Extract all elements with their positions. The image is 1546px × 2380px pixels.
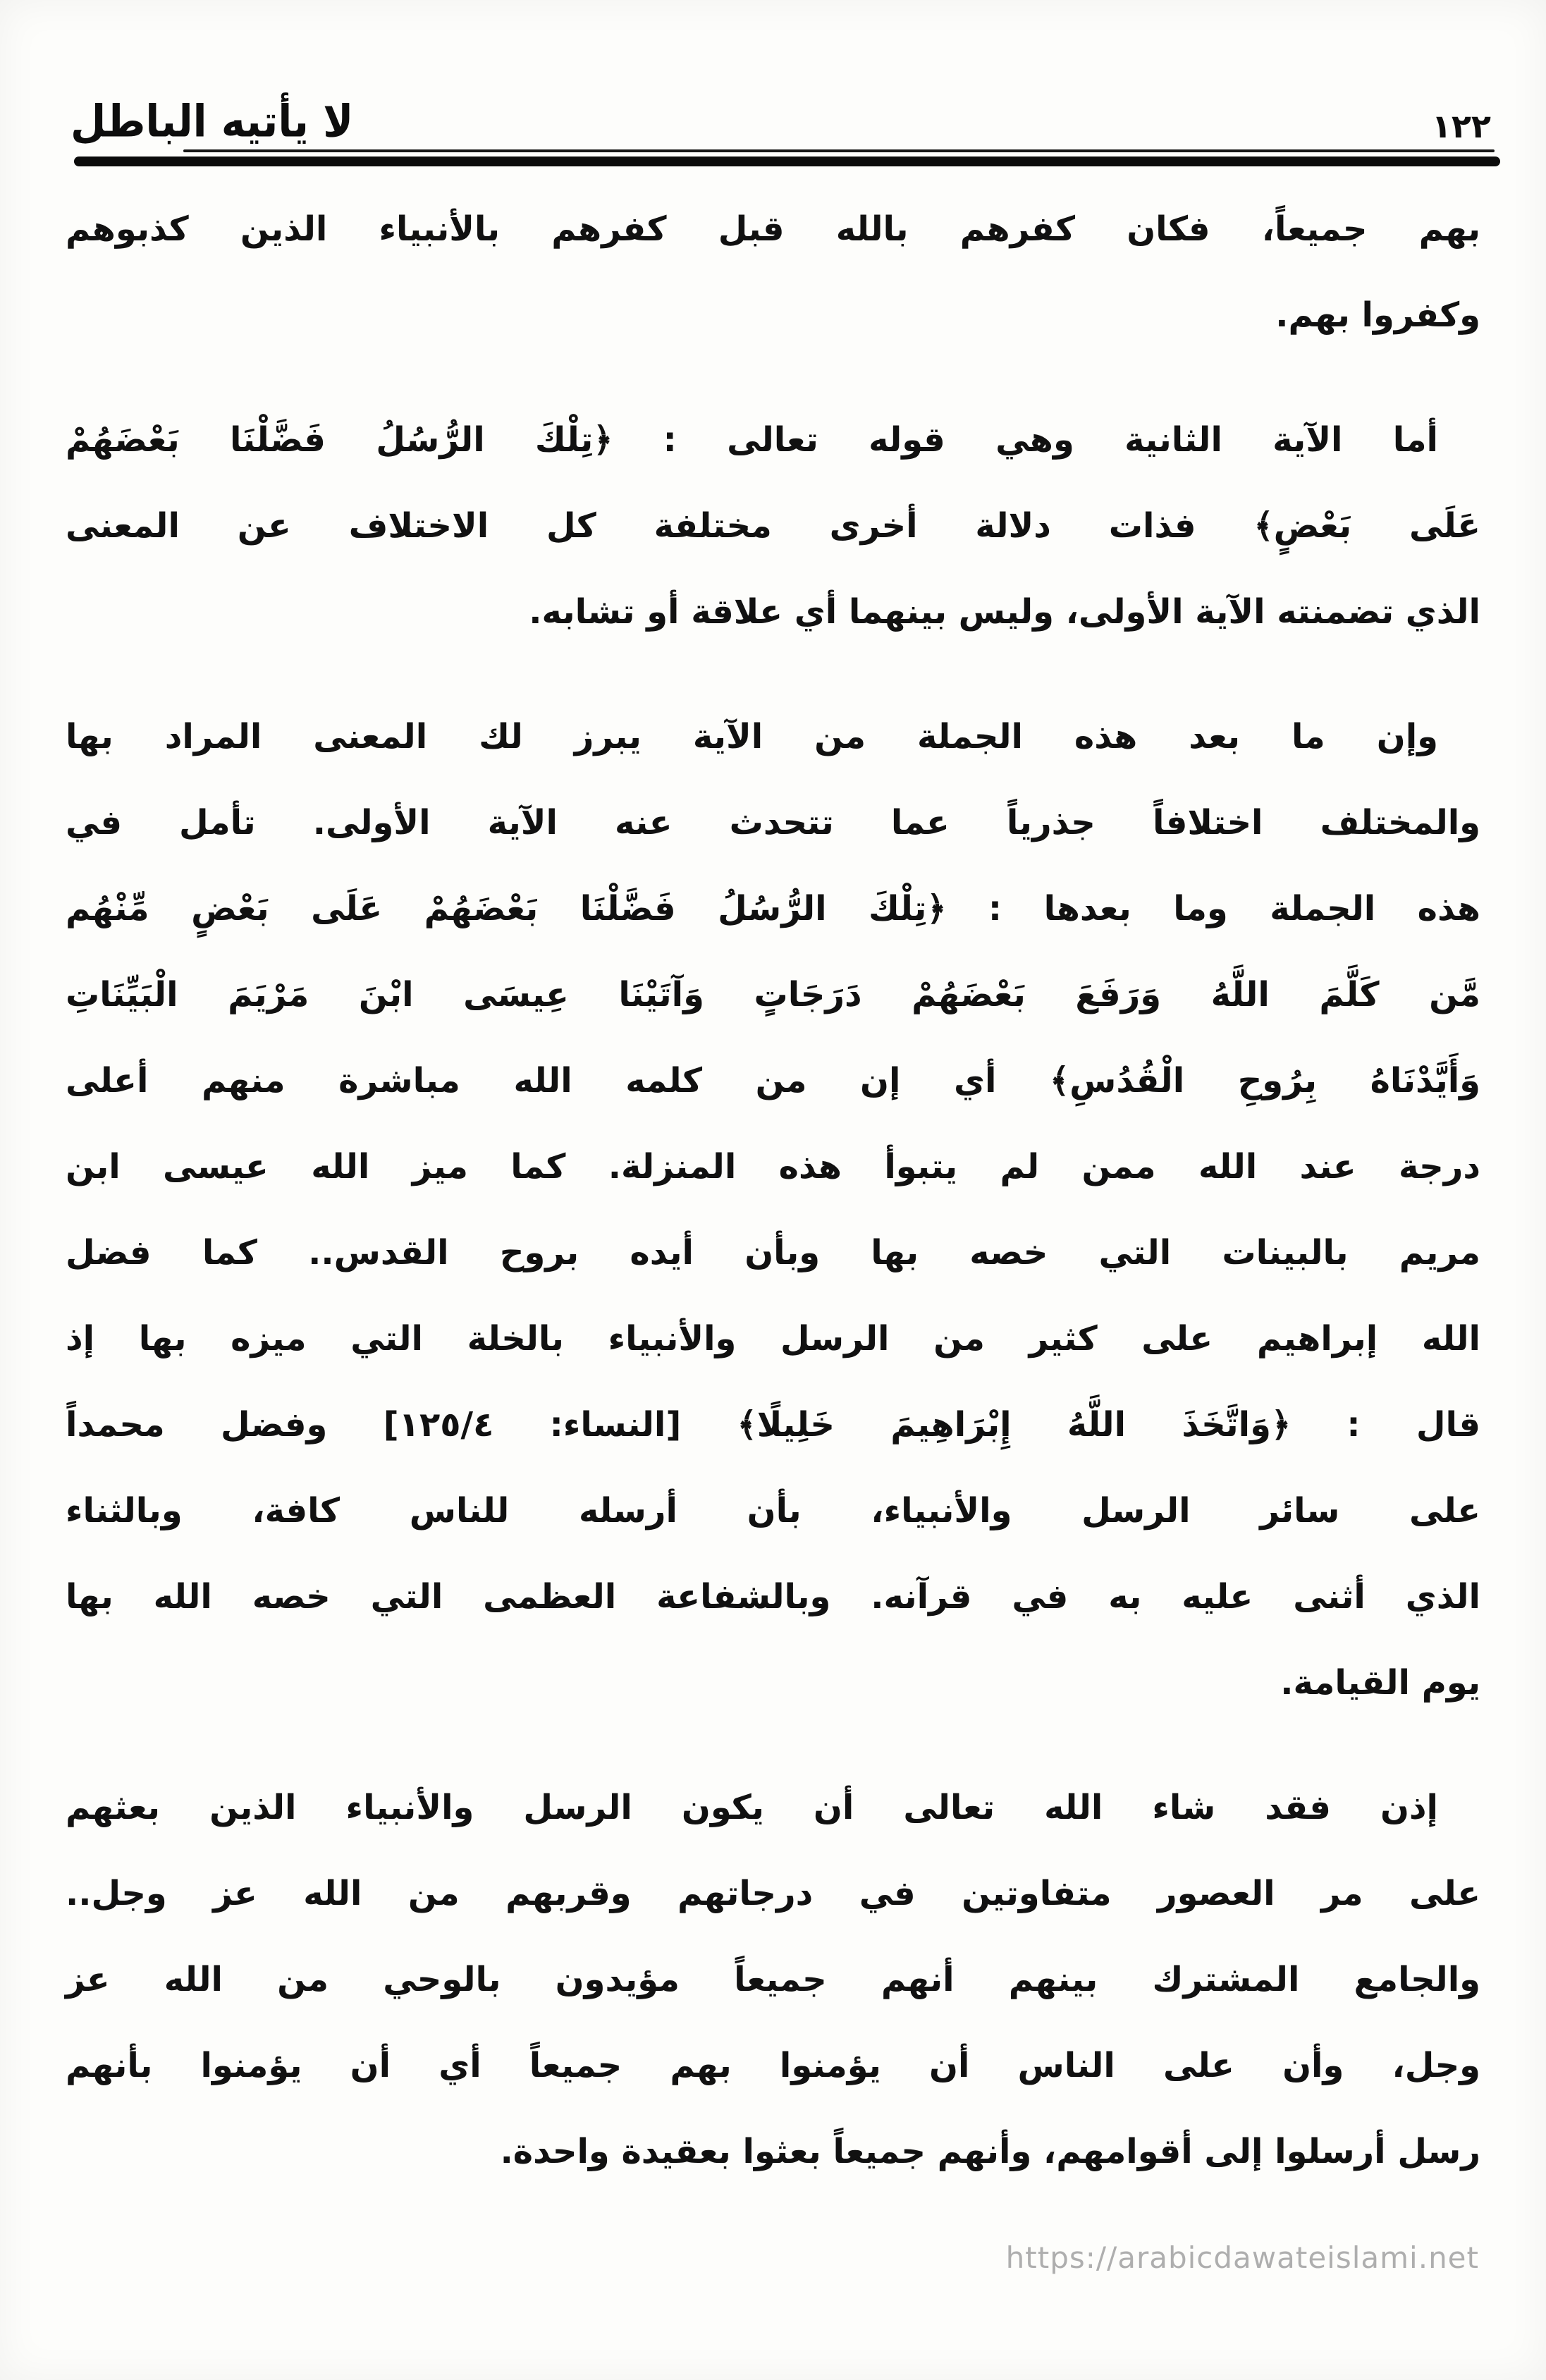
- body-text: [0, 168, 1546, 2195]
- text-line: أما الآية الثانية وهي قوله تعالى : ﴿تِلْكَ الرُّسُلُ فَضَّلْنَا بَعْضَهُمْ: [66, 420, 1438, 460]
- text-line: مريم بالبينات التي خصه بها وبأن أيده بروح القدس.. كما فضل: [66, 1233, 1480, 1272]
- text-line: بهم جميعاً، فكان كفرهم بالله قبل كفرهم بالأنبياء الذين كذبوهم: [66, 209, 1480, 249]
- text-line: إذن فقد شاء الله تعالى أن يكون الرسل والأنبياء الذين بعثهم: [66, 1788, 1438, 1827]
- page-number: ١٢٢: [1431, 107, 1491, 145]
- text-line: والمختلف اختلافاً جذرياً عما تتحدث عنه الآية الأولى. تأمل في: [66, 803, 1480, 842]
- page-header: [0, 0, 1546, 145]
- header-rule-thick: [74, 157, 1500, 166]
- text-line: عَلَى بَعْضٍ﴾ فذات دلالة أخرى مختلفة كل الاختلاف عن المعنى: [66, 506, 1480, 546]
- watermark-url: https://arabicdawateislami.net: [1005, 2240, 1479, 2275]
- quran-verse-line: قال : ﴿وَاتَّخَذَ اللَّهُ إِبْرَاهِيمَ خَلِيلًا﴾ [النساء: ١٢٥/٤] وفضل محمداً: [66, 1405, 1481, 1444]
- paragraph: [66, 186, 1480, 358]
- paragraph: [66, 694, 1480, 1726]
- paragraph: [66, 397, 1480, 655]
- header-rule-thin: [183, 149, 1495, 152]
- text-line: على سائر الرسل والأنبياء، بأن أرسله للناس كافة، وبالثناء: [66, 1491, 1480, 1531]
- text-line: وكفروا بهم.: [1275, 295, 1480, 335]
- text-line: الذي تضمنته الآية الأولى، وليس بينهما أي علاقة أو تشابه.: [529, 592, 1480, 632]
- text-line: على مر العصور متفاوتين في درجاتهم وقربهم من الله عز وجل..: [66, 1874, 1480, 1913]
- quran-verse-line: مَّن كَلَّمَ اللَّهُ وَرَفَعَ بَعْضَهُمْ دَرَجَاتٍ وَآتَيْنَا عِيسَى ابْنَ مَرْيَمَ الْبَيِّنَاتِ: [66, 975, 1480, 1014]
- text-line: درجة عند الله ممن لم يتبوأ هذه المنزلة. كما ميز الله عيسى ابن: [66, 1147, 1480, 1186]
- text-line: يوم القيامة.: [1280, 1663, 1480, 1703]
- text-line: الله إبراهيم على كثير من الرسل والأنبياء بالخلة التي ميزه بها إذ: [66, 1319, 1480, 1358]
- book-title: لا يأتيه الباطل: [70, 95, 354, 147]
- header-rule: [0, 149, 1546, 168]
- text-line: الذي أثنى عليه به في قرآنه. وبالشفاعة العظمى التي خصه الله بها: [66, 1577, 1480, 1617]
- paragraph: [66, 1765, 1480, 2195]
- quran-verse-line: هذه الجملة وما بعدها : ﴿تِلْكَ الرُّسُلُ فَضَّلْنَا بَعْضَهُمْ عَلَى بَعْضٍ مِّنْهُم: [66, 889, 1480, 928]
- text-line: والجامع المشترك بينهم أنهم جميعاً مؤيدون بالوحي من الله عز: [66, 1960, 1480, 1999]
- text-line: وإن ما بعد هذه الجملة من الآية يبرز لك المعنى المراد بها: [66, 717, 1438, 756]
- text-line: رسل أرسلوا إلى أقوامهم، وأنهم جميعاً بعثوا بعقيدة واحدة.: [500, 2132, 1480, 2171]
- text-line: وجل، وأن على الناس أن يؤمنوا بهم جميعاً أي أن يؤمنوا بأنهم: [66, 2046, 1480, 2085]
- quran-verse-line: وَأَيَّدْنَاهُ بِرُوحِ الْقُدُسِ﴾ أي إن من كلمه الله مباشرة منهم أعلى: [66, 1061, 1480, 1100]
